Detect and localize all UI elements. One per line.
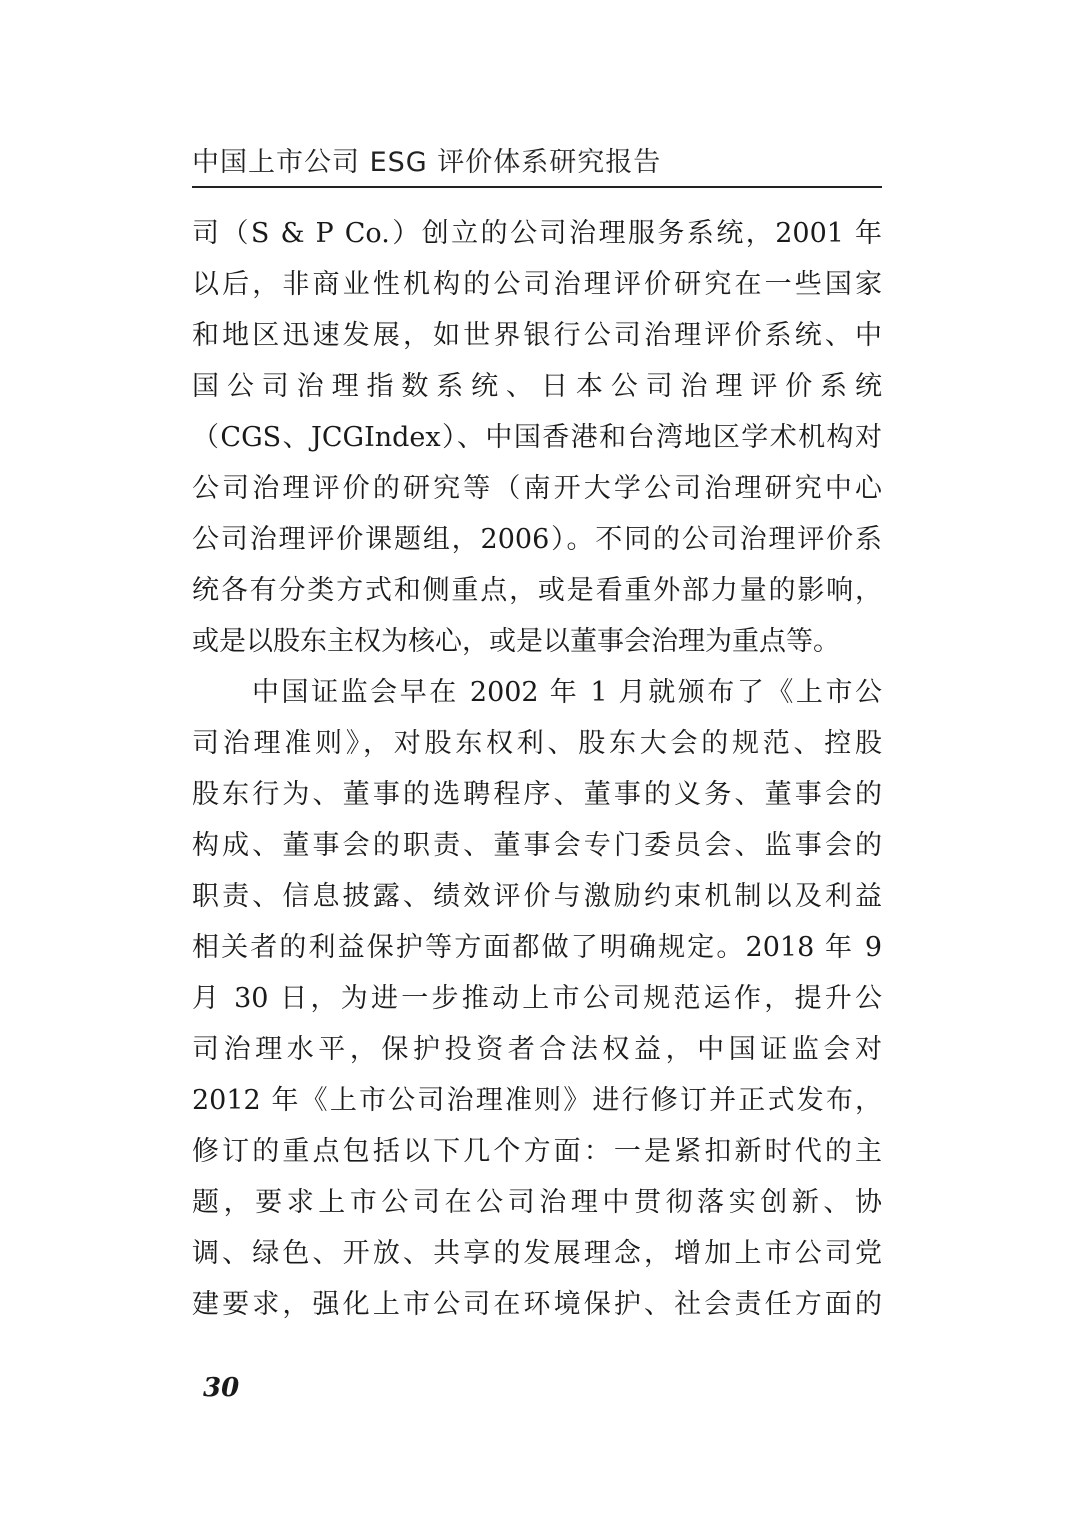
text-line-3: 和地区迅速发展，如世界银行公司治理评价系统、中 <box>192 320 882 351</box>
text-line-1: 司（S & P Co.）创立的公司治理服务系统，2001 年 <box>192 218 882 249</box>
text-line-19: 修订的重点包括以下几个方面：一是紧扣新时代的主 <box>192 1136 882 1167</box>
page-number: 30 <box>203 1373 240 1403</box>
text-line-15: 相关者的利益保护等方面都做了明确规定。2018 年 9 <box>192 932 882 963</box>
text-line-10: 中国证监会早在 2002 年 1 月就颁布了《上市公 <box>252 677 882 708</box>
text-line-12: 股东行为、董事的选聘程序、董事的义务、董事会的 <box>192 779 882 810</box>
text-line-4: 国公司治理指数系统、日本公司治理评价系统 <box>192 371 882 402</box>
text-line-16: 月 30 日，为进一步推动上市公司规范运作，提升公 <box>192 983 882 1014</box>
text-line-14: 职责、信息披露、绩效评价与激励约束机制以及利益 <box>192 881 882 912</box>
text-line-13: 构成、董事会的职责、董事会专门委员会、监事会的 <box>192 830 882 861</box>
text-line-22: 建要求，强化上市公司在环境保护、社会责任方面的 <box>192 1289 882 1320</box>
text-line-2: 以后，非商业性机构的公司治理评价研究在一些国家 <box>192 269 882 300</box>
body-text <box>192 208 882 1330</box>
text-line-11: 司治理准则》，对股东权利、股东大会的规范、控股 <box>192 728 882 759</box>
running-header-title: 中国上市公司 ESG 评价体系研究报告 <box>192 147 662 178</box>
text-line-7: 公司治理评价课题组，2006）。不同的公司治理评价系 <box>192 524 882 555</box>
text-line-8: 统各有分类方式和侧重点，或是看重外部力量的影响， <box>192 575 882 606</box>
text-line-17: 司治理水平，保护投资者合法权益，中国证监会对 <box>192 1034 882 1065</box>
text-line-21: 调、绿色、开放、共享的发展理念，增加上市公司党 <box>192 1238 882 1269</box>
text-line-20: 题，要求上市公司在公司治理中贯彻落实创新、协 <box>192 1187 882 1218</box>
text-line-9: 或是以股东主权为核心，或是以董事会治理为重点等。 <box>192 626 840 657</box>
text-line-18: 2012 年《上市公司治理准则》进行修订并正式发布， <box>192 1085 882 1116</box>
text-line-5: （CGS、JCGIndex）、中国香港和台湾地区学术机构对 <box>192 422 882 453</box>
header-rule <box>192 186 882 188</box>
text-line-6: 公司治理评价的研究等（南开大学公司治理研究中心 <box>192 473 882 504</box>
